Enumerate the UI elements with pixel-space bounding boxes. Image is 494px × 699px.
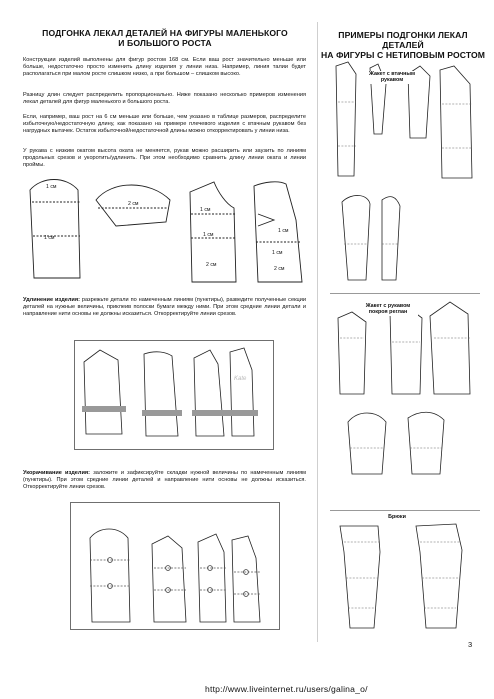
- left-title: [40, 28, 290, 48]
- measure-label-8: 1 см: [272, 250, 283, 256]
- measure-label-7: 1 см: [278, 228, 289, 234]
- paragraph-2: Разницу длин следует распределить пропорционально. Ниже показано несколько примеров изменения лекал деталей для фигур маленького и большого роста.: [23, 92, 306, 106]
- paragraph-3: Если, например, ваш рост на 6 см меньше или больше, чем указано в таблице размеров, распределите избыточную/недостаточную длину, как показано на примере плечевого изделия с втачным рукавом без нагрудных вытачек. Остаток избыточной/недостаточной длины можно откорректировать у линии низа.: [23, 114, 306, 135]
- trousers-diagram: [330, 522, 480, 632]
- shortening-text: заложите и зафиксируйте складки нужной величины по намеченным линиям (пунктиры). При этом средние линии деталей и направление нити основы не должны исказиться. Откорректируйте линии срезов.: [23, 470, 306, 491]
- left-title-line2: И БОЛЬШОГО РОСТА: [118, 38, 212, 48]
- measure-label-1: 1 см: [46, 184, 57, 190]
- right-title-line2: НА ФИГУРЫ С НЕТИПОВЫМ РОСТОМ: [320, 50, 486, 60]
- page-number: 3: [468, 640, 473, 649]
- jacket-raglan-diagram: [330, 298, 480, 478]
- elongation-text: разрежьте детали по намеченным линиям (пунктиры), разведите полученные секции деталей на нужные величины, приклеив полоски бумаги между ними. При этом средние линии детали и направление нити основы не должны исказиться. Откорректируйте линии срезов.: [23, 297, 306, 318]
- shortening-paragraph: [23, 470, 306, 491]
- measure-label-4: 1 см: [200, 207, 211, 213]
- paragraph-4: У рукава с низким окатом высота оката не меняется, рукав можно расширить или заузить по линиям продольных срезов и укоротить/удлинить. При этом необходимо сравнить длину линии оката и линии проймы.: [23, 148, 306, 169]
- label-jacket-raglan: Жакет с рукавом покроя реглан: [358, 303, 418, 316]
- sleeve-pattern-1: [30, 180, 80, 279]
- measure-label-2: 1 см: [44, 235, 55, 241]
- left-title-line1: ПОДГОНКА ЛЕКАЛ ДЕТАЛЕЙ НА ФИГУРЫ МАЛЕНЬКОГО: [42, 28, 288, 38]
- measure-label-5: 1 см: [203, 232, 214, 238]
- pattern-diagrams-row: [20, 174, 310, 286]
- elongation-label: Удлинение изделия:: [23, 297, 80, 303]
- elongation-illustration: [74, 340, 274, 450]
- section-separator-2: [330, 510, 480, 511]
- right-title-line1: ПРИМЕРЫ ПОДГОНКИ ЛЕКАЛ ДЕТАЛЕЙ: [338, 30, 468, 50]
- watermark: Kate: [234, 376, 247, 382]
- section-separator-1: [330, 293, 480, 294]
- elongation-paragraph: [23, 297, 306, 318]
- measure-label-6: 2 см: [206, 262, 217, 268]
- label-trousers: Брюки: [382, 514, 412, 520]
- measure-label-3: 2 см: [128, 201, 139, 207]
- measure-label-9: 2 см: [274, 266, 285, 272]
- label-jacket-setin: Жакет с втачным рукавом: [366, 71, 418, 84]
- column-divider: [317, 22, 318, 642]
- paragraph-1: Конструкции изделий выполнены для фигур ростом 168 см. Если ваш рост значительно меньше или больше, недостаточно просто изменить длину изделия у линии низа. Например, линия талии будет располагаться при малом росте слишком низко, а при большом – слишком высоко.: [23, 57, 306, 78]
- shortening-illustration: [70, 502, 280, 630]
- footer-url[interactable]: http://www.liveinternet.ru/users/galina_o/: [205, 684, 368, 694]
- shortening-label: Укорачивание изделия:: [23, 470, 91, 476]
- jacket-setin-sleeve-diagram: [330, 54, 480, 284]
